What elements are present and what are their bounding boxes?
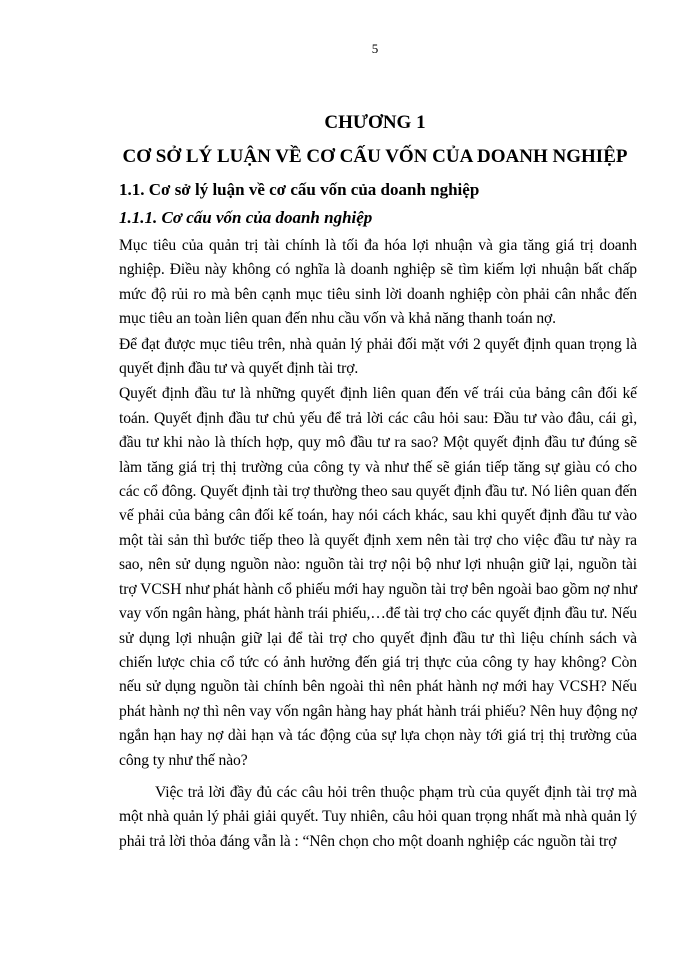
chapter-title: CƠ SỞ LÝ LUẬN VỀ CƠ CẤU VỐN CỦA DOANH NGHIỆP xyxy=(122,146,628,167)
subsection-heading: 1.1.1. Cơ cấu vốn của doanh nghiệp xyxy=(119,208,373,227)
paragraph-1: Mục tiêu của quản trị tài chính là tối đa hóa lợi nhuận và gia tăng giá trị doanh nghiệp. Điều này không có nghĩa là doanh nghiệp sẽ tìm kiếm lợi nhuận bất chấp mức độ rủi ro mà bên cạnh mục tiêu sinh lời doanh nghiệp còn phải cân nhắc đến mục tiêu an toàn liên quan đến nhu cầu vốn và khả năng thanh toán nợ. xyxy=(119,237,637,328)
page-number: 5 xyxy=(371,41,379,56)
paragraph-2: Để đạt được mục tiêu trên, nhà quản lý phải đối mặt với 2 quyết định quan trọng là quyết định đầu tư và quyết định tài trợ. xyxy=(119,335,637,378)
body-text xyxy=(119,234,637,854)
paragraph-3: Quyết định đầu tư là những quyết định liên quan đến vế trái của bảng cân đối kế toán. Quyết định đầu tư chủ yếu để trả lời các câu hỏi sau: Đầu tư vào đâu, cái gì, đầu tư khi nào là thích hợp, quy mô đầu tư ra sao? Một quyết định đầu tư đúng sẽ làm tăng giá trị thị trường của công ty và như thế sẽ gián tiếp tăng sự giàu có cho các cổ đông. Quyết định tài trợ thường theo sau quyết định đầu tư. Nó liên quan đến vế phải của bảng cân đối kế toán, hay nói cách khác, sau khi quyết định đầu tư vào một tài sản thì bước tiếp theo là quyết định xem nên tài trợ cho việc đầu tư này ra sao, nên sử dụng nguồn nào: nguồn tài trợ nội bộ như lợi nhuận giữ lại, nguồn tài trợ VCSH như phát hành cổ phiếu mới hay nguồn tài trợ bên ngoài bao gồm nợ như vay vốn ngân hàng, phát hành trái phiếu,…để tài trợ cho các quyết định đầu tư. Nếu sử dụng lợi nhuận giữ lại để tài trợ cho quyết định đầu tư thì liệu chính sách và chiến lược chia cổ tức có ảnh hưởng đến giá trị thực của công ty hay không? Còn nếu sử dụng nguồn tài chính bên ngoài thì nên phát hành nợ mới hay VCSH? Nếu phát hành nợ thì nên vay vốn ngân hàng hay phát hành trái phiếu? Nên huy động nợ ngắn hạn hay nợ dài hạn và tác động của sự lựa chọn này tới giá trị thị trường của công ty như thế nào? xyxy=(119,385,637,769)
section-heading: 1.1. Cơ sở lý luận về cơ cấu vốn của doanh nghiệp xyxy=(119,180,480,199)
chapter-heading: CHƯƠNG 1 xyxy=(324,112,426,133)
paragraph-4: Việc trả lời đầy đủ các câu hỏi trên thuộc phạm trù của quyết định tài trợ mà một nhà quản lý phải giải quyết. Tuy nhiên, câu hỏi quan trọng nhất mà nhà quản lý phải trả lời thỏa đáng vẫn là : “Nên chọn cho một doanh nghiệp các nguồn tài trợ xyxy=(119,783,637,850)
